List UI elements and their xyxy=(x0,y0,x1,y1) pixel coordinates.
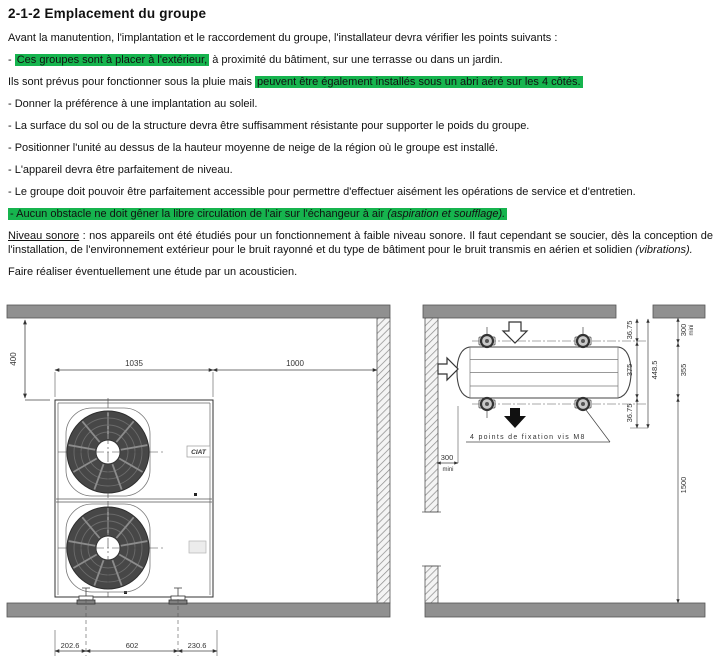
dim-wall-left-suffix: mini xyxy=(442,467,454,473)
fixing-foot xyxy=(479,398,495,410)
noise-level-term: Niveau sonore xyxy=(8,230,80,242)
wall-top-right-segment xyxy=(653,305,705,318)
paragraph-intro: Avant la manutention, l'implantation et le raccordement du groupe, l'installateur devra vérifier les points suivants : xyxy=(8,32,558,44)
dim-wall-top-value: 300 xyxy=(679,323,688,337)
fixing-foot xyxy=(575,398,591,410)
figure-front-view xyxy=(0,300,400,671)
dimension-depth-chain xyxy=(625,319,659,428)
fixing-note-label: 4 points de fixation vis M8 xyxy=(470,434,586,441)
unit-top-view xyxy=(457,341,648,404)
dim-foot-left: 202.6 xyxy=(60,641,80,650)
highlight-place-outside: Ces groupes sont à placer à l'extérieur, xyxy=(16,54,208,66)
fixing-foot xyxy=(479,335,495,347)
airflow-right-arrow xyxy=(438,358,458,380)
dimension-left-clearance xyxy=(437,406,458,473)
discharge-down-arrow xyxy=(504,408,526,428)
dim-edge-bottom: 36.75 xyxy=(625,403,634,423)
airflow-down-arrow xyxy=(503,322,527,343)
figure-top-view xyxy=(408,300,720,671)
brand-plate xyxy=(187,446,210,457)
dim-overall-depth: 448.5 xyxy=(650,360,659,380)
bullet-sun: - Donner la préférence à une implantation au soleil. xyxy=(8,98,258,110)
page-title: 2-1-2 Emplacement du groupe xyxy=(8,6,207,21)
paragraph-acoustician: Faire réaliser éventuellement une étude par un acousticien. xyxy=(8,266,298,278)
bullet-place-outside: - Ces groupes sont à placer à l'extérieur, à proximité du bâtiment, sur une terrasse ou dans un jardin. xyxy=(8,54,503,66)
paragraph-noise-level: Niveau sonore : nos appareils ont été étudiés pour un fonctionnement à faible niveau sonore. Il faut cependant se soucier, dès la conception de l'installation, de l'environnement extérieur pour le bruit rayonné et du type de bâtiment pour le bruit transmis en aérien et solidien (vibrations). xyxy=(8,230,713,256)
fixing-foot xyxy=(575,335,591,347)
dim-body-depth: 375 xyxy=(625,363,634,377)
dim-edge-top: 36.75 xyxy=(625,320,634,340)
highlight-shelter: peuvent être également installés sous un abri aéré sur les 4 côtés. xyxy=(257,76,581,88)
highlight-airflow: - Aucun obstacle ne doit gêner la libre circulation de l'air sur l'échangeur à air (aspiration et soufflage). xyxy=(10,208,506,220)
dimension-width-row xyxy=(55,359,377,397)
dim-side-clearance: 1000 xyxy=(286,359,304,368)
dimension-right-chain xyxy=(678,318,695,603)
bullet-floor-strength: - La surface du sol ou de la structure devra être suffisamment résistante pour supporter le poids du groupe. xyxy=(8,120,530,132)
bullet-snow-height: - Positionner l'unité au dessus de la hauteur moyenne de neige de la région où le groupe est installé. xyxy=(8,142,499,154)
dim-wall-top-suffix: mini xyxy=(689,324,695,336)
bullet-airflow xyxy=(8,207,713,221)
spec-plate xyxy=(189,541,206,553)
dim-foot-right: 230.6 xyxy=(187,641,207,650)
wall-top-main xyxy=(423,305,616,318)
dim-foot-span: 602 xyxy=(125,641,139,650)
svg-text:400: 400 xyxy=(9,352,18,366)
bullet-accessibility: - Le groupe doit pouvoir être parfaitement accessible pour permettre d'effectuer aisément les opérations de service et d'entretien. xyxy=(8,186,636,198)
paragraph-rain: Ils sont prévus pour fonctionner sous la pluie mais peuvent être également installés sous un abri aéré sur les 4 côtés. xyxy=(8,76,581,88)
floor xyxy=(7,603,390,617)
dimension-top-clearance xyxy=(9,320,50,400)
body-text xyxy=(8,6,713,287)
wall-left-upper xyxy=(425,318,438,512)
dim-to-wall-right: 355 xyxy=(679,363,688,377)
brand-label: CIAT xyxy=(191,449,206,456)
dim-height-below: 1500 xyxy=(679,476,688,494)
fixing-note xyxy=(466,410,610,442)
wall-top xyxy=(7,305,390,318)
dim-wall-left-value: 300 xyxy=(440,453,454,462)
floor xyxy=(425,603,705,617)
wall-left-lower xyxy=(425,566,438,603)
bullet-level: - L'appareil devra être parfaitement de niveau. xyxy=(8,164,233,176)
dim-unit-width: 1035 xyxy=(125,359,143,368)
wall-right xyxy=(377,318,390,603)
